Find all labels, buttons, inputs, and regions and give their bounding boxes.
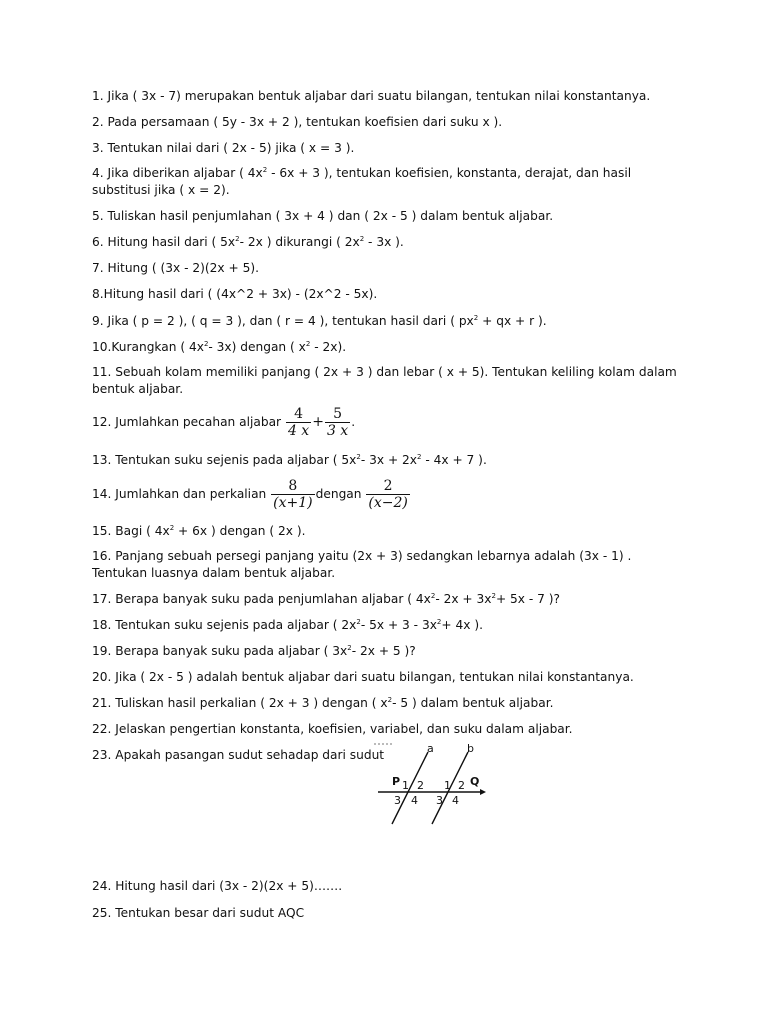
exponent: 2 [491,592,496,600]
plus-sign: + [312,414,324,430]
exponent: 2 [417,453,422,461]
fraction-numerator: 8 [288,478,298,494]
question-text: - 3x ). [364,235,404,249]
question-text: 22. Jelaskan pengertian konstanta, koefisien, variabel, dan suku dalam aljabar. [92,722,573,736]
angle-right-3: 3 [436,794,443,807]
question-text: + 5x - 7 )? [495,592,561,606]
question-5 [92,208,682,225]
question-text: 25. Tentukan besar dari sudut AQC [92,906,305,920]
question-text: 19. Berapa banyak suku pada aljabar ( 3x [92,644,348,658]
fraction-denominator [325,422,350,439]
question-19 [92,643,682,660]
fraction-8-over-x-plus-1 [271,478,314,511]
fraction-numerator: 5 [333,406,343,422]
question-text: 17. Berapa banyak suku pada penjumlahan aljabar ( 4x [92,592,431,606]
angle-right-4: 4 [452,794,459,807]
angle-left-1: 1 [402,779,409,792]
exponent: 2 [305,340,311,348]
exponent: 2 [347,644,352,652]
exponent: 2 [356,618,361,626]
question-text: - 4x + 7 ). [421,453,487,467]
question-text: 8.Hitung hasil dari ( (4x^2 + 3x) - (2x^2 - 5x). [92,287,378,301]
question-text: 20. Jika ( 2x - 5 ) adalah bentuk aljabar dari suatu bilangan, tentukan nilai konstantanya. [92,670,634,684]
angle-left-4: 4 [411,794,418,807]
angle-left-3: 3 [394,794,401,807]
question-text: - 2x). [310,340,347,354]
question-22 [92,721,682,738]
angle-left-2: 2 [417,779,424,792]
question-text: 13. Tentukan suku sejenis pada aljabar ( 5x [92,453,357,467]
fraction-denominator-text: 4 x [287,423,310,439]
fraction-numerator: 2 [383,478,393,494]
question-text: + 6x ) dengan ( 2x ). [174,524,306,538]
exponent: 2 [430,592,436,600]
question-6 [92,234,682,251]
fraction-4-over-4x [286,406,311,439]
question-text: 1. Jika ( 3x - 7) merupakan bentuk aljabar dari suatu bilangan, tentukan nilai konstantanya. [92,89,651,103]
question-16 [92,548,682,582]
question-10 [92,339,682,356]
fraction-denominator [366,494,409,511]
exponent: 2 [356,453,361,461]
question-text: 23. Apakah pasangan sudut sehadap dari sudut [92,748,385,762]
question-20 [92,669,682,686]
label-a: a [427,742,434,755]
question-text: - 2x + 5 )? [351,644,416,658]
question-text: 4. Jika diberikan aljabar ( 4x [92,166,263,180]
question-text: - 6x + 3 ), tentukan koefisien, konstanta, derajat, dan hasil substitusi jika ( x = 2). [92,166,632,197]
fraction-denominator [286,422,311,439]
question-text: 24. Hitung hasil dari (3x - 2)(2x + 5)……. [92,879,343,893]
exponent: 2 [473,314,479,322]
question-text: 12. Jumlahkan pecahan aljabar [92,415,282,429]
question-text: - 5 ) dalam bentuk aljabar. [392,696,554,710]
exponent: 2 [262,166,268,174]
question-text: dengan [315,487,362,501]
fraction-numerator: 4 [294,406,304,422]
question-text: 5. Tuliskan hasil penjumlahan ( 3x + 4 ) dan ( 2x - 5 ) dalam bentuk aljabar. [92,209,554,223]
exponent: 2 [169,524,175,532]
question-text: - 2x ) dikurangi ( 2x [239,235,360,249]
question-18 [92,617,682,634]
exponent: 2 [203,340,209,348]
question-text: . [351,415,356,429]
question-14 [92,478,682,511]
question-text: 18. Tentukan suku sejenis pada aljabar ( 2x [92,618,357,632]
question-7 [92,260,682,277]
label-b: b [467,742,474,755]
question-text: 6. Hitung hasil dari ( 5x [92,235,236,249]
label-p: P [392,775,401,788]
question-text: + qx + r ). [478,314,547,328]
question-11 [92,364,682,398]
question-21 [92,695,682,712]
question-text: - 5x + 3 - 3x [360,618,437,632]
fraction-denominator [271,494,314,511]
question-text: 11. Sebuah kolam memiliki panjang ( 2x + 3 ) dan lebar ( x + 5). Tentukan keliling kolam dalam bentuk aljabar. [92,365,677,396]
question-text: 21. Tuliskan hasil perkalian ( 2x + 3 ) dengan ( x [92,696,388,710]
question-text: 3. Tentukan nilai dari ( 2x - 5) jika ( x = 3 ). [92,141,355,155]
exponent: 2 [387,696,393,704]
question-17 [92,591,682,608]
fraction-2-over-x-minus-2 [366,478,409,511]
question-3 [92,140,682,157]
label-q: Q [470,775,480,788]
question-8 [92,286,682,303]
angle-right-2: 2 [458,779,465,792]
exponent: 2 [359,235,365,243]
question-text: + 4x ). [441,618,483,632]
question-text: - 3x + 2x [360,453,418,467]
question-9 [92,313,682,330]
exponent: 2 [235,235,240,243]
question-text: 7. Hitung ( (3x - 2)(2x + 5). [92,261,259,275]
question-15 [92,523,682,540]
question-25 [92,905,682,922]
question-12 [92,406,682,439]
question-text: - 2x + 3x [435,592,492,606]
fraction-denominator-text: 3 x [326,423,349,439]
question-text: 2. Pada persamaan ( 5y - 3x + 2 ), tentukan koefisien dari suku x ). [92,115,503,129]
question-24 [92,878,682,895]
fraction-5-over-3x [325,406,350,439]
question-text: - 3x) dengan ( x [208,340,306,354]
question-text: 14. Jumlahkan dan perkalian [92,487,267,501]
question-13 [92,452,682,469]
question-2 [92,114,682,131]
fraction-denominator-text: (x−2) [368,495,408,511]
question-1 [92,88,682,105]
question-4 [92,165,682,199]
arrow-head-icon [480,789,486,795]
question-text: 16. Panjang sebuah persegi panjang yaitu (2x + 3) sedangkan lebarnya adalah (3x - 1) . Tentukan luasnya dalam bentuk aljabar. [92,549,632,580]
exponent: 2 [436,618,442,626]
angle-right-1: 1 [444,779,451,792]
fraction-denominator-text: (x+1) [273,495,313,511]
question-text: 10.Kurangkan ( 4x [92,340,204,354]
parallel-lines-figure [372,740,492,826]
question-text: 9. Jika ( p = 2 ), ( q = 3 ), dan ( r = 4 ), tentukan hasil dari ( px [92,314,474,328]
question-text: 15. Bagi ( 4x [92,524,170,538]
